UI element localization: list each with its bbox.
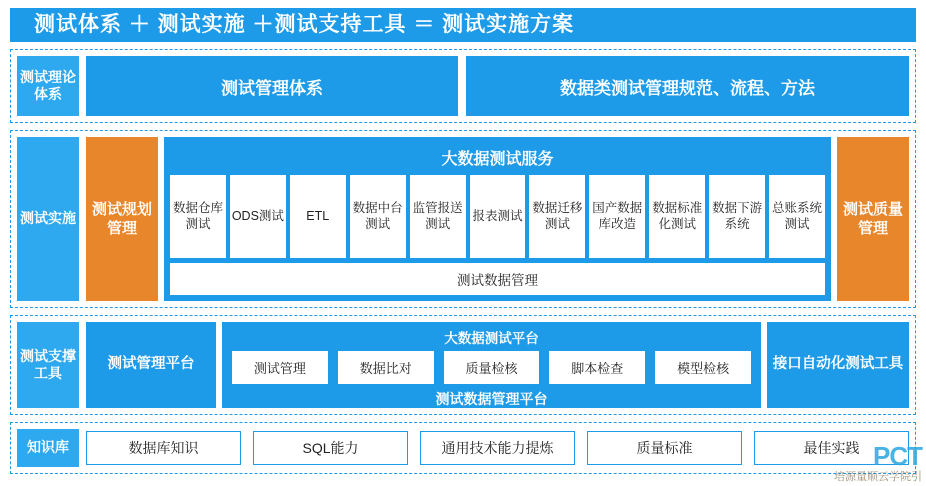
impl-chip[interactable]: 监管报送测试 — [410, 175, 466, 258]
tools-center-title: 大数据测试平台 — [444, 331, 539, 346]
kb-chip[interactable]: 最佳实践 — [754, 431, 909, 465]
band-body-knowledge-base — [86, 429, 909, 467]
impl-chip[interactable]: 国产数据库改造 — [589, 175, 645, 258]
band-label-support-tools: 测试支撑工具 — [17, 322, 79, 408]
band-body-implementation — [86, 137, 909, 301]
impl-side-planning-management[interactable]: 测试规划管理 — [86, 137, 158, 301]
watermark-logo: PCT — [873, 440, 922, 471]
tool-chip[interactable]: 脚本检查 — [549, 351, 645, 384]
tool-chip[interactable]: 模型检核 — [655, 351, 751, 384]
kb-chip[interactable]: 通用技术能力提炼 — [420, 431, 575, 465]
impl-chip[interactable]: 数据标准化测试 — [649, 175, 705, 258]
impl-center-big-data-test-service — [164, 137, 831, 301]
band-theory — [10, 49, 916, 123]
tools-center-big-data-test-platform — [222, 322, 761, 408]
kb-chip[interactable]: SQL能力 — [253, 431, 408, 465]
watermark-text: 培源量顺云学院引 — [834, 471, 922, 483]
band-knowledge-base — [10, 422, 916, 474]
tool-chip[interactable]: 测试管理 — [232, 351, 328, 384]
band-implementation — [10, 130, 916, 308]
theory-box-management-system[interactable]: 测试管理体系 — [86, 56, 458, 116]
impl-chip[interactable]: 总账系统测试 — [769, 175, 825, 258]
impl-chip[interactable]: 数据下游系统 — [709, 175, 765, 258]
tools-footer-test-data-platform: 测试数据管理平台 — [435, 391, 548, 407]
tools-side-interface-automation[interactable]: 接口自动化测试工具 — [767, 322, 909, 408]
band-label-implementation: 测试实施 — [17, 137, 79, 301]
kb-chip[interactable]: 质量标准 — [587, 431, 742, 465]
impl-chip[interactable]: 报表测试 — [470, 175, 526, 258]
impl-footer-test-data-management[interactable]: 测试数据管理 — [170, 263, 825, 295]
impl-chip[interactable]: 数据迁移测试 — [529, 175, 585, 258]
impl-chip[interactable]: ODS测试 — [230, 175, 286, 258]
band-body-support-tools — [86, 322, 909, 408]
page-title: 测试体系 ＋ 测试实施 ＋测试支持工具 ＝ 测试实施方案 — [10, 8, 916, 42]
theory-box-data-test-standards[interactable]: 数据类测试管理规范、流程、方法 — [466, 56, 909, 116]
tool-chip[interactable]: 数据比对 — [338, 351, 434, 384]
impl-chip-row — [170, 175, 825, 258]
band-label-knowledge-base: 知识库 — [17, 429, 79, 467]
impl-chip[interactable]: ETL — [290, 175, 346, 258]
band-label-theory: 测试理论体系 — [17, 56, 79, 116]
tools-chip-row — [228, 351, 755, 384]
impl-chip[interactable]: 数据仓库测试 — [170, 175, 226, 258]
tools-side-test-management-platform[interactable]: 测试管理平台 — [86, 322, 216, 408]
impl-side-quality-management[interactable]: 测试质量管理 — [837, 137, 909, 301]
band-body-theory — [86, 56, 909, 116]
kb-chip[interactable]: 数据库知识 — [86, 431, 241, 465]
impl-center-title: 大数据测试服务 — [441, 151, 554, 168]
impl-chip[interactable]: 数据中台测试 — [350, 175, 406, 258]
tool-chip[interactable]: 质量检核 — [444, 351, 540, 384]
band-support-tools — [10, 315, 916, 415]
